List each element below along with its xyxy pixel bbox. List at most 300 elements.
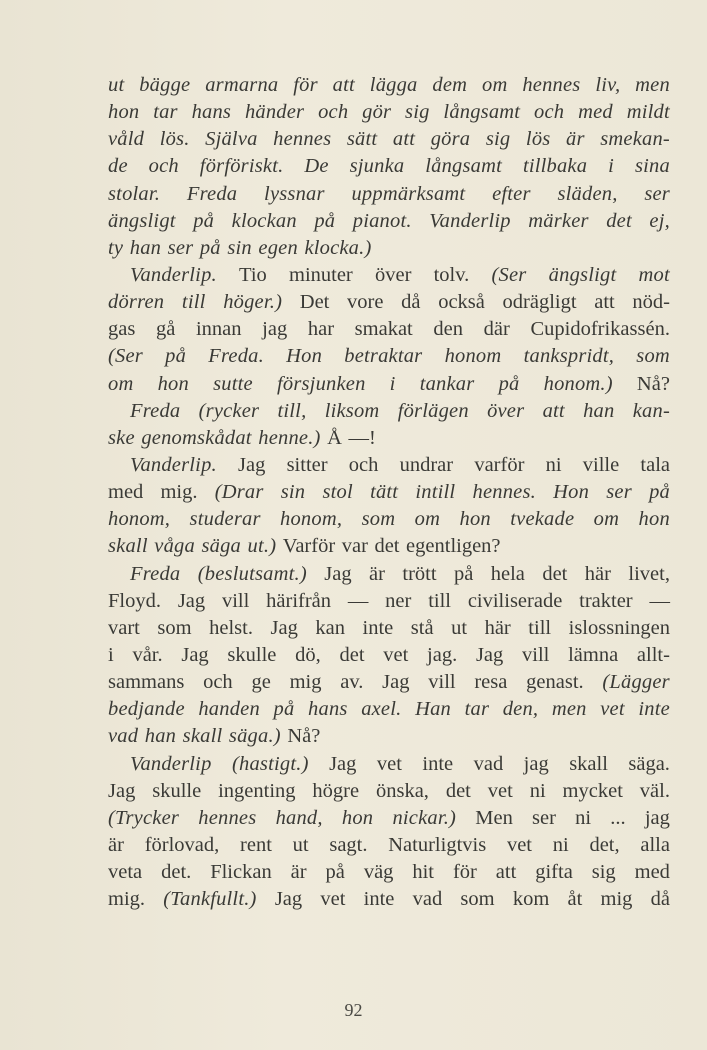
stage-direction-word: (beslutsamt.) bbox=[197, 562, 307, 585]
dialogue-word: skulle bbox=[227, 643, 277, 666]
dialogue-word: är bbox=[108, 833, 124, 856]
stage-direction-word: bedjande bbox=[108, 698, 185, 721]
dialogue-word: Å bbox=[327, 426, 342, 449]
dialogue-word: till bbox=[528, 616, 552, 639]
stage-direction-word: Freda bbox=[186, 182, 238, 205]
stage-direction-word: ängsligt bbox=[108, 209, 176, 232]
dialogue-word: var bbox=[341, 535, 368, 558]
dialogue-word: —! bbox=[348, 426, 376, 449]
stage-direction-word: henne.) bbox=[258, 426, 321, 449]
dialogue-word: Floyd. bbox=[108, 589, 161, 612]
stage-direction-word: hennes bbox=[273, 128, 332, 151]
stage-direction-word: Vanderlip bbox=[130, 752, 212, 775]
stage-direction-word: sätt bbox=[346, 128, 378, 151]
dialogue-word: smakat bbox=[354, 318, 413, 341]
stage-direction-word: tar bbox=[464, 698, 490, 721]
text-line bbox=[108, 208, 670, 235]
text-line bbox=[108, 99, 670, 126]
dialogue-word: är bbox=[290, 861, 307, 884]
stage-direction-word: säga.) bbox=[228, 725, 281, 748]
stage-direction-word: han bbox=[129, 236, 162, 259]
stage-direction-word: lös. bbox=[159, 128, 190, 151]
dialogue-word: — bbox=[649, 589, 670, 612]
dialogue-word: att bbox=[495, 861, 517, 884]
dialogue-word: väl. bbox=[639, 779, 670, 802]
dialogue-word: vet bbox=[383, 643, 409, 666]
dialogue-word: det, bbox=[589, 833, 620, 856]
stage-direction-word: hennes bbox=[522, 74, 581, 96]
text-line bbox=[108, 669, 670, 696]
stage-direction-word: tvekade bbox=[510, 508, 575, 531]
stage-direction-word: sin bbox=[227, 236, 252, 259]
dialogue-word: rent bbox=[240, 833, 272, 856]
stage-direction-word: tankspridt, bbox=[523, 345, 615, 368]
stage-direction-word: stolar. bbox=[108, 182, 161, 205]
dialogue-word: det bbox=[445, 779, 471, 802]
dialogue-word: vår. bbox=[132, 643, 163, 666]
dialogue-word: ner bbox=[385, 589, 412, 612]
stage-direction-word: hon bbox=[157, 372, 189, 395]
stage-direction-word: förlägen bbox=[397, 399, 469, 422]
dialogue-word: förlovad, bbox=[144, 833, 220, 856]
stage-direction-word: honom, bbox=[108, 508, 171, 531]
stage-direction-word: De bbox=[304, 155, 329, 178]
text-line bbox=[108, 126, 670, 153]
dialogue-word: innan bbox=[195, 318, 242, 341]
dialogue-word: odrägligt bbox=[502, 291, 577, 314]
stage-direction-word: ängsligt bbox=[548, 263, 617, 286]
stage-direction-word: på bbox=[649, 481, 670, 504]
stage-direction-word: den, bbox=[502, 698, 539, 721]
dialogue-word: ni bbox=[575, 806, 592, 829]
dialogue-word: Jag bbox=[177, 589, 206, 612]
dialogue-word: mig. bbox=[160, 481, 198, 504]
text-line bbox=[108, 262, 670, 289]
dialogue-word: för bbox=[452, 861, 477, 884]
stage-direction-word: dörren bbox=[108, 291, 165, 314]
dialogue-word: minuter bbox=[289, 263, 353, 286]
dialogue-word: gifta bbox=[535, 861, 573, 884]
dialogue-word: livet, bbox=[628, 562, 670, 585]
dialogue-word: sitter bbox=[286, 453, 328, 476]
stage-direction-word: på bbox=[193, 209, 215, 232]
dialogue-word: vore bbox=[347, 291, 384, 314]
dialogue-word: Jag bbox=[181, 643, 209, 666]
stage-direction-word: (Tankfullt.) bbox=[163, 888, 257, 911]
stage-direction-word: hennes bbox=[198, 806, 257, 829]
stage-direction-word: över bbox=[487, 399, 525, 422]
dialogue-word: har bbox=[307, 318, 335, 341]
text-line bbox=[108, 832, 670, 859]
stage-direction-word: med bbox=[578, 101, 613, 124]
text-line bbox=[108, 316, 670, 343]
text-line bbox=[108, 72, 670, 99]
stage-direction-word: försjunken bbox=[276, 372, 366, 395]
text-line bbox=[108, 751, 670, 778]
dialogue-word: då bbox=[650, 888, 670, 911]
stage-direction-word: Han bbox=[415, 698, 451, 721]
dialogue-word: är bbox=[369, 562, 385, 585]
stage-direction-word: sutte bbox=[213, 372, 253, 395]
stage-direction-word: tar bbox=[153, 101, 178, 124]
stage-direction-word: honom bbox=[444, 345, 502, 368]
dialogue-word: med bbox=[634, 861, 670, 884]
dialogue-word: vad bbox=[412, 888, 443, 911]
stage-direction-word: sig bbox=[405, 101, 430, 124]
dialogue-word: islossningen bbox=[568, 616, 670, 639]
dialogue-word: trött bbox=[402, 562, 437, 585]
stage-direction-word: axel. bbox=[361, 698, 402, 721]
stage-direction-word: smekan- bbox=[600, 128, 670, 151]
text-line bbox=[108, 805, 670, 832]
stage-direction-word: att bbox=[542, 399, 565, 422]
stage-direction-word: armarna bbox=[205, 74, 279, 96]
dialogue-word: skall bbox=[569, 752, 608, 775]
dialogue-word: sammans bbox=[108, 671, 185, 694]
dialogue-word: över bbox=[374, 263, 412, 286]
stage-direction-word: hans bbox=[191, 101, 232, 124]
dialogue-word: på bbox=[325, 861, 345, 884]
stage-direction-word: ser bbox=[606, 481, 632, 504]
dialogue-word: gas bbox=[108, 318, 136, 341]
dialogue-word: civiliserade bbox=[467, 589, 563, 612]
dialogue-word: Flickan bbox=[210, 861, 272, 884]
dialogue-word: jag. bbox=[427, 643, 458, 666]
stage-direction-word: Freda. bbox=[208, 345, 264, 368]
dialogue-word: det bbox=[374, 535, 400, 558]
dialogue-word: den bbox=[433, 318, 463, 341]
dialogue-word: genast. bbox=[526, 671, 584, 694]
stage-direction-word: nickar.) bbox=[392, 806, 457, 829]
stage-direction-word: lös bbox=[525, 128, 551, 151]
stage-direction-word: honom.) bbox=[543, 372, 613, 395]
stage-direction-word: höger.) bbox=[223, 291, 283, 314]
stage-direction-word: intill bbox=[415, 481, 456, 504]
text-line bbox=[108, 398, 670, 425]
stage-direction-word: (Drar bbox=[214, 481, 264, 504]
dialogue-word: dö, bbox=[295, 643, 321, 666]
dialogue-word: som bbox=[460, 888, 495, 911]
dialogue-word: åt bbox=[567, 888, 583, 911]
stage-direction-word: förföriskt. bbox=[199, 155, 284, 178]
stage-direction-word: och bbox=[534, 101, 565, 124]
stage-direction-word: och bbox=[318, 101, 349, 124]
dialogue-word: här bbox=[484, 616, 511, 639]
dialogue-word: högre bbox=[312, 779, 360, 802]
stage-direction-word: inte bbox=[638, 698, 670, 721]
stage-direction-word: till, bbox=[277, 399, 307, 422]
dialogue-word: ville bbox=[582, 453, 620, 476]
stage-direction-word: på bbox=[273, 698, 295, 721]
stage-direction-word: men bbox=[551, 698, 587, 721]
dialogue-word: gå bbox=[155, 318, 176, 341]
stage-direction-word: han bbox=[144, 725, 177, 748]
stage-direction-word: händer bbox=[244, 101, 305, 124]
dialogue-word: vill bbox=[221, 589, 250, 612]
dialogue-word: det bbox=[542, 562, 568, 585]
dialogue-word: resa bbox=[474, 671, 508, 694]
text-line bbox=[108, 343, 670, 370]
page-number: 92 bbox=[344, 1000, 363, 1020]
dialogue-word: Varför bbox=[282, 535, 336, 558]
stage-direction-word: märker bbox=[528, 209, 589, 232]
dialogue-word: undrar bbox=[399, 453, 454, 476]
dialogue-word: mig bbox=[289, 671, 322, 694]
stage-direction-word: hon bbox=[459, 508, 491, 531]
stage-direction-word: Vanderlip. bbox=[130, 453, 217, 476]
stage-direction-word: göra bbox=[430, 128, 471, 151]
stage-direction-word: Freda bbox=[130, 399, 181, 422]
dialogue-word: till bbox=[428, 589, 451, 612]
stage-direction-word: hon bbox=[638, 508, 670, 531]
stage-direction-word: sina bbox=[634, 155, 670, 178]
dialogue-word: med bbox=[108, 481, 144, 504]
dialogue-word: Nå? bbox=[287, 725, 321, 748]
stage-direction-word: Hon bbox=[553, 481, 590, 504]
stage-direction-word: att bbox=[332, 74, 355, 96]
text-line bbox=[108, 153, 670, 180]
stage-direction-word: i bbox=[608, 155, 615, 178]
stage-direction-word: efter bbox=[492, 182, 531, 205]
dialogue-word: skulle bbox=[152, 779, 202, 802]
stage-direction-word: för bbox=[293, 74, 318, 96]
dialogue-word: det bbox=[339, 643, 365, 666]
stage-direction-word: klockan bbox=[231, 209, 297, 232]
stage-direction-word: (Trycker bbox=[108, 806, 180, 829]
dialogue-word: ni bbox=[529, 779, 546, 802]
dialogue-word: vet bbox=[506, 833, 532, 856]
dialogue-word: jag bbox=[262, 318, 288, 341]
dialogue-word: det. bbox=[161, 861, 192, 884]
stage-direction-word: ser bbox=[167, 236, 194, 259]
dialogue-word: tolv. bbox=[433, 263, 470, 286]
stage-direction-word: på bbox=[165, 345, 187, 368]
text-line bbox=[108, 181, 670, 208]
dialogue-word: kom bbox=[512, 888, 550, 911]
stage-direction-word: dem bbox=[432, 74, 468, 96]
stage-direction-word: som bbox=[361, 508, 396, 531]
stage-direction-word: lyssnar bbox=[264, 182, 325, 205]
stage-direction-word: är bbox=[566, 128, 585, 151]
dialogue-word: nöd- bbox=[632, 291, 670, 314]
dialogue-word: ni bbox=[545, 453, 562, 476]
dialogue-word: Jag bbox=[274, 888, 303, 911]
stage-direction-word: klocka.) bbox=[304, 236, 372, 259]
dialogue-word: Jag bbox=[270, 616, 298, 639]
stage-direction-word: honom, bbox=[280, 508, 343, 531]
stage-direction-word: hans bbox=[308, 698, 348, 721]
dialogue-word: inte bbox=[363, 888, 395, 911]
text-line bbox=[108, 533, 670, 560]
stage-direction-word: uppmärksamt bbox=[351, 182, 466, 205]
dialogue-word: önska, bbox=[375, 779, 429, 802]
dialogue-word: tala bbox=[640, 453, 670, 476]
stage-direction-word: skall bbox=[108, 535, 148, 558]
dialogue-word: av. bbox=[340, 671, 364, 694]
dialogue-word: på bbox=[453, 562, 474, 585]
stage-direction-word: hon bbox=[108, 101, 140, 124]
dialogue-word: ut bbox=[451, 616, 468, 639]
dialogue-word: att bbox=[594, 291, 615, 314]
stage-direction-word: (Lägger bbox=[602, 671, 670, 694]
dialogue-word: där bbox=[483, 318, 510, 341]
text-line bbox=[108, 425, 670, 452]
text-line bbox=[108, 778, 670, 805]
stage-direction-word: ut.) bbox=[247, 535, 277, 558]
dialogue-word: vill bbox=[428, 671, 456, 694]
dialogue-word: ... bbox=[610, 806, 626, 829]
dialogue-word: Jag bbox=[382, 671, 410, 694]
dialogue-word: vart bbox=[108, 616, 140, 639]
stage-direction-word: långsamt bbox=[443, 101, 521, 124]
stage-direction-word: våga bbox=[154, 535, 195, 558]
dialogue-word: veta bbox=[108, 861, 143, 884]
stage-direction-word: våld bbox=[108, 128, 145, 151]
stage-direction-word: om bbox=[482, 74, 508, 96]
stage-direction-word: till bbox=[181, 291, 206, 314]
dialogue-word: mig bbox=[600, 888, 633, 911]
stage-direction-word: men bbox=[635, 74, 670, 96]
dialogue-word: Jag bbox=[475, 643, 504, 666]
dialogue-word: ut bbox=[292, 833, 309, 856]
stage-direction-word: på bbox=[199, 236, 221, 259]
stage-direction-word: långsamt bbox=[425, 155, 503, 178]
dialogue-word: också bbox=[438, 291, 485, 314]
text-line bbox=[108, 506, 670, 533]
dialogue-word: Naturligtvis bbox=[388, 833, 487, 856]
dialogue-word: Men bbox=[475, 806, 513, 829]
stage-direction-word: hon bbox=[341, 806, 374, 829]
stage-direction-word: kan- bbox=[632, 399, 670, 422]
dialogue-word: Jag bbox=[329, 752, 357, 775]
text-line bbox=[108, 371, 670, 398]
stage-direction-word: Freda bbox=[130, 562, 181, 585]
dialogue-word: ingenting bbox=[218, 779, 296, 802]
dialogue-word: allt- bbox=[636, 643, 670, 666]
text-line bbox=[108, 859, 670, 886]
stage-direction-word: ske bbox=[108, 426, 135, 449]
dialogue-word: vet bbox=[487, 779, 513, 802]
stage-direction-word: Vanderlip bbox=[429, 209, 511, 232]
dialogue-word: här bbox=[584, 562, 611, 585]
dialogue-word: sig bbox=[591, 861, 616, 884]
dialogue-word: väg bbox=[363, 861, 394, 884]
dialogue-word: lämna bbox=[568, 643, 619, 666]
stage-direction-word: liv, bbox=[595, 74, 621, 96]
text-line bbox=[108, 696, 670, 723]
stage-direction-word: att bbox=[392, 128, 416, 151]
text-line bbox=[108, 561, 670, 588]
dialogue-word: då bbox=[401, 291, 421, 314]
stage-direction-word: som bbox=[636, 345, 670, 368]
dialogue-word: mycket bbox=[562, 779, 623, 802]
dialogue-word: vet bbox=[320, 888, 346, 911]
dialogue-word: ni bbox=[552, 833, 569, 856]
text-line bbox=[108, 588, 670, 615]
stage-direction-word: tankar bbox=[419, 372, 475, 395]
dialogue-word: Det bbox=[299, 291, 330, 314]
dialogue-word: hit bbox=[412, 861, 435, 884]
stage-direction-word: stol bbox=[322, 481, 353, 504]
text-line bbox=[108, 452, 670, 479]
dialogue-word: Tio bbox=[239, 263, 267, 286]
stage-direction-word: gör bbox=[362, 101, 392, 124]
dialogue-word: ge bbox=[251, 671, 271, 694]
stage-direction-word: om bbox=[108, 372, 134, 395]
stage-direction-word: ut bbox=[108, 74, 125, 96]
stage-direction-word: i bbox=[389, 372, 396, 395]
stage-direction-word: sjunka bbox=[349, 155, 405, 178]
text-line bbox=[108, 615, 670, 642]
dialogue-word: hela bbox=[490, 562, 525, 585]
dialogue-word: vad bbox=[473, 752, 504, 775]
stage-direction-word: mildt bbox=[626, 101, 670, 124]
dialogue-word: och bbox=[203, 671, 233, 694]
dialogue-word: varför bbox=[474, 453, 525, 476]
stage-direction-word: det bbox=[606, 209, 632, 232]
dialogue-word: kan bbox=[315, 616, 345, 639]
stage-direction-word: om bbox=[593, 508, 620, 531]
stage-direction-word: studerar bbox=[189, 508, 261, 531]
stage-direction-word: tillbaka bbox=[522, 155, 588, 178]
dialogue-word: egentligen? bbox=[406, 535, 501, 558]
stage-direction-word: släden, bbox=[557, 182, 618, 205]
stage-direction-word: sig bbox=[485, 128, 511, 151]
text-line bbox=[108, 289, 670, 316]
dialogue-word: inte bbox=[422, 752, 454, 775]
stage-direction-word: egen bbox=[258, 236, 298, 259]
stage-direction-word: hennes. bbox=[472, 481, 536, 504]
stage-direction-word: handen bbox=[198, 698, 260, 721]
dialogue-word: sagt. bbox=[329, 833, 368, 856]
stage-direction-word: tätt bbox=[370, 481, 399, 504]
dialogue-word: Nå? bbox=[636, 372, 670, 395]
dialogue-word: helst. bbox=[209, 616, 253, 639]
stage-direction-word: de bbox=[108, 155, 128, 178]
dialogue-word: — bbox=[347, 589, 369, 612]
dialogue-word: härifrån bbox=[266, 589, 332, 612]
dialogue-word: Jag bbox=[108, 779, 136, 802]
stage-direction-word: säga bbox=[201, 535, 241, 558]
stage-direction-word: lägga bbox=[369, 74, 418, 96]
stage-direction-word: bägge bbox=[139, 74, 191, 96]
dialogue-word: trakter bbox=[579, 589, 633, 612]
dialogue-word: jag bbox=[523, 752, 549, 775]
dialogue-word: alla bbox=[640, 833, 670, 856]
dialogue-word: jag bbox=[644, 806, 670, 829]
dialogue-word: säga. bbox=[628, 752, 670, 775]
stage-direction-word: sin bbox=[280, 481, 306, 504]
stage-direction-word: (hastigt.) bbox=[232, 752, 309, 775]
text-line bbox=[108, 886, 670, 913]
stage-direction-word: Vanderlip. bbox=[130, 263, 217, 286]
stage-direction-word: (Ser bbox=[491, 263, 527, 286]
stage-direction-word: på bbox=[314, 209, 336, 232]
stage-direction-word: och bbox=[148, 155, 179, 178]
stage-direction-word: Själva bbox=[205, 128, 258, 151]
stage-direction-word: betraktar bbox=[344, 345, 423, 368]
dialogue-word: och bbox=[348, 453, 379, 476]
text-line bbox=[108, 642, 670, 669]
stage-direction-word: liksom bbox=[324, 399, 380, 422]
dialogue-word: stå bbox=[410, 616, 434, 639]
stage-direction-word: vet bbox=[600, 698, 625, 721]
stage-direction-word: på bbox=[498, 372, 520, 395]
stage-direction-word: mot bbox=[638, 263, 670, 286]
stage-direction-word: (rycker bbox=[198, 399, 260, 422]
text-line bbox=[108, 235, 670, 262]
dialogue-word: vill bbox=[522, 643, 550, 666]
